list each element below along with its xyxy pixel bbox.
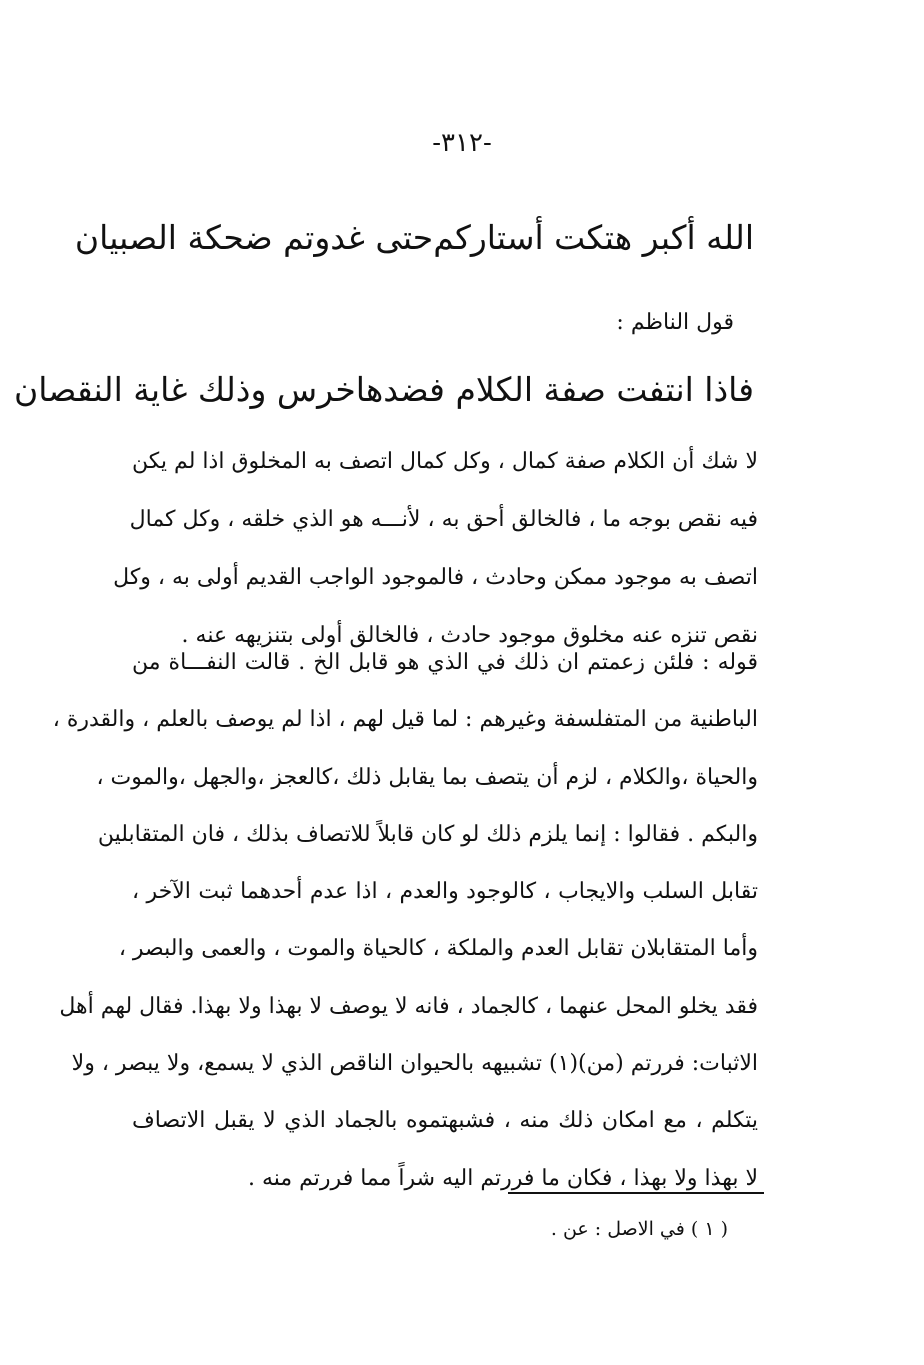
verse-line-2: [13, 370, 754, 409]
section-label: قول الناظم :: [616, 310, 734, 335]
verse-1-first-hemistich: الله أكبر هتكت أستاركم: [433, 218, 754, 257]
paragraph-line: فقد يخلو المحل عنهما ، كالجماد ، فانه لا يوصف لا بهذا ولا بهذا. فقال لهم أهل: [59, 993, 758, 1019]
paragraph-line: فيه نقص بوجه ما ، فالخالق أحق به ، لأنـــه هو الذي خلقه ، وكل كمال: [129, 507, 758, 532]
paragraph-line: نقص تنزه عنه مخلوق موجود حادث ، فالخالق أولى بتنزيهه عنه .: [181, 623, 758, 648]
paragraph-line: الباطنية من المتفلسفة وغيرهم : لما قيل لهم ، اذا لم يوصف بالعلم ، والقدرة ،: [52, 707, 758, 733]
paragraph-2: [52, 634, 758, 1207]
verse-2-first-hemistich: فاذا انتفت صفة الكلام فضدها: [355, 370, 754, 409]
paragraph-line: والحياة ،والكلام ، لزم أن يتصف بما يقابل ذلك ،كالعجز ،والجهل ،والموت ،: [96, 764, 758, 790]
footnote-divider: [508, 1192, 764, 1194]
paragraph-1: [113, 433, 758, 665]
paragraph-line: لا بهذا ولا بهذا ، فكان ما فررتم اليه شراً مما فررتم منه .: [247, 1165, 758, 1191]
paragraph-line: الاثبات: فررتم (من)(١) تشبيهه بالحيوان الناقص الذي لا يسمع، ولا يبصر ، ولا: [71, 1051, 758, 1077]
paragraph-line: لا شك أن الكلام صفة كمال ، وكل كمال اتصف به المخلوق اذا لم يكن: [132, 449, 758, 474]
verse-2-second-hemistich: خرس وذلك غاية النقصان: [13, 370, 356, 409]
footnote: ( ١ ) في الاصل : عن .: [550, 1218, 728, 1240]
verse-line-1: [74, 218, 754, 257]
page-number: -٣١٢-: [432, 128, 492, 158]
paragraph-line: وأما المتقابلان تقابل العدم والملكة ، كالحياة والموت ، والعمى والبصر ،: [118, 936, 758, 962]
paragraph-line: اتصف به موجود ممكن وحادث ، فالموجود الواجب القديم أولى به ، وكل: [113, 565, 758, 590]
paragraph-line: والبكم . فقالوا : إنما يلزم ذلك لو كان قابلاً للاتصاف بذلك ، فان المتقابلين: [97, 821, 758, 847]
paragraph-line: قوله : فلئن زعمتم ان ذلك في الذي هو قابل الخ . قالت النفـــاة من: [132, 650, 758, 675]
verse-1-second-hemistich: حتى غدوتم ضحكة الصبيان: [74, 218, 434, 257]
paragraph-line: يتكلم ، مع امكان ذلك منه ، فشبهتموه بالجماد الذي لا يقبل الاتصاف: [132, 1108, 758, 1134]
paragraph-line: تقابل السلب والايجاب ، كالوجود والعدم ، اذا عدم أحدهما ثبت الآخر ،: [132, 879, 758, 905]
